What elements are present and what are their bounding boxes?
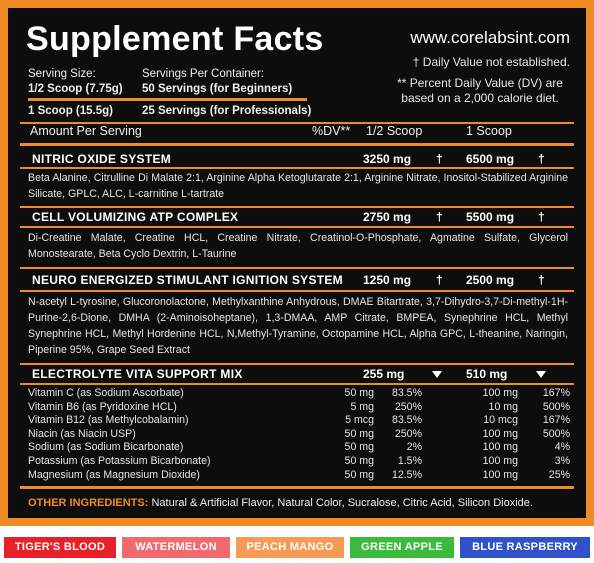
divider-header [20,143,574,146]
servings-per-container-label: Servings Per Container: [142,68,265,80]
vitamin-full-amount: 100 mg [482,455,518,467]
amount-per-serving-header: Amount Per Serving [30,124,142,138]
other-ingredients-text: Natural & Artificial Flavor, Natural Color, Sucralose, Citric Acid, Silicon Dioxide. [151,497,533,509]
vitamin-full-dv: 4% [554,441,570,454]
section-divider [20,290,574,292]
dagger-mark: † [436,152,443,166]
vitamin-full-dv: 500% [542,400,570,413]
vitamin-name: Vitamin B6 (as Pyridoxine HCL) [28,400,177,413]
website-text: www.corelabsint.com [410,28,570,47]
vitamin-row [28,441,574,454]
vitamin-half-amount: 50 mg [344,427,374,440]
section-name: NITRIC OXIDE SYSTEM [32,152,172,166]
vitamin-name: Sodium (as Sodium Bicarbonate) [28,441,184,454]
half-scoop-header: 1/2 Scoop [366,124,423,138]
section-half-amount: 2750 mg [363,210,412,224]
serving-size-half: 1/2 Scoop (7.75g) [28,83,123,95]
section-ingredients: Beta Alanine, Citrulline Di Malate 2:1, Arginine Alpha Ketoglutarate 2:1, Arginine Nitrate, Inositol-Stabilized Arginine Silicate, GPLC, ALC, L-carnitine L-tartrate [28,172,568,200]
vitamin-half-dv: 1.5% [397,455,422,467]
supplement-facts-label [8,8,586,518]
vitamin-full-amount: 100 mg [482,468,518,481]
triangle-down-icon [536,371,546,378]
vitamin-full-dv: 167% [542,414,570,427]
vitamin-row [28,469,574,482]
vitamin-full-dv: 25% [548,468,570,481]
section-divider [20,363,574,365]
section-full-amount: 510 mg [466,367,508,381]
vitamin-full-dv: 3% [554,455,570,467]
flavor-badge: PEACH MANGO [236,537,344,558]
vitamin-full-dv: 167% [542,387,570,399]
flavor-badge: TIGER'S BLOOD [4,537,116,558]
serving-size-label: Serving Size: [28,68,96,80]
other-ingredients [28,497,533,509]
vitamin-name: Vitamin B12 (as Methylcobalamin) [28,414,189,427]
vitamin-half-dv: 83.5% [391,414,422,427]
vitamin-row [28,401,574,414]
vitamin-name: Niacin (as Niacin USP) [28,427,136,440]
section-ingredients: Di-Creatine Malate, Creatine HCL, Creatine Nitrate, Creatinol-O-Phosphate, Agmatine Sulfate, Glycerol Monostearate, Beta Cyclo Dextrin, L-Taurine [28,232,568,260]
servings-full: 25 Servings (for Professionals) [142,105,312,117]
vitamin-half-amount: 50 mg [344,455,374,467]
percent-dv-note: ** Percent Daily Value (DV) are based on a 2,000 calorie diet. [397,76,563,105]
serving-divider [28,98,307,101]
section-full-amount: 6500 mg [466,152,515,166]
vitamin-half-amount: 50 mg [344,441,374,454]
section-name: CELL VOLUMIZING ATP COMPLEX [32,210,239,224]
flavor-badge: GREEN APPLE [350,537,454,558]
dagger-mark: † [538,152,545,166]
section-divider [20,206,574,208]
section-full-amount: 2500 mg [466,273,515,287]
vitamin-full-dv: 500% [542,427,570,440]
vitamin-name: Vitamin C (as Sodium Ascorbate) [28,387,184,399]
section-half-amount: 3250 mg [363,152,412,166]
dv-header: %DV** [312,124,351,138]
serving-size-full: 1 Scoop (15.5g) [28,105,113,117]
section-ingredients: N-acetyl L-tyrosine, Glucoronolactone, Methylxanthine Anhydrous, DMAE Bitartrate, 3,7-Dihydro-3,7-Di-methyl-1H-Purine-2,6-Dione, DMHA (2-Aminoisoheptane), 1,3-DMAA, AMP Citrate, BMPEA, Synephrine HCL, Methyl Synephrine HCL, Methyl Hordenine HCL, N,Methyl-Tyramine, Octopamine HCL, Alpha GPC, L-theanine, Naringin, Piperine 95%, Grape Seed Extract [28,296,568,356]
vitamin-half-dv: 250% [394,427,422,440]
vitamin-full-amount: 10 mg [488,400,518,413]
flavor-badge: BLUE RASPBERRY [460,537,590,558]
vitamin-half-dv: 2% [406,441,422,454]
dv-not-established-note: † Daily Value not established. [412,55,570,69]
vitamin-row [28,387,574,400]
vitamin-half-amount: 5 mcg [345,414,374,427]
servings-half: 50 Servings (for Beginners) [142,83,293,95]
triangle-down-icon [432,371,442,378]
section-full-amount: 5500 mg [466,210,515,224]
vitamin-full-amount: 100 mg [482,427,518,440]
vitamin-row [28,428,574,441]
vitamin-half-dv: 83.5% [391,387,422,399]
vitamin-half-dv: 250% [394,400,422,413]
section-name: ELECTROLYTE VITA SUPPORT MIX [32,367,243,381]
vitamin-half-amount: 5 mg [350,400,374,413]
one-scoop-header: 1 Scoop [466,124,512,138]
dagger-mark: † [436,273,443,287]
section-half-amount: 255 mg [363,367,405,381]
vitamin-full-amount: 100 mg [482,441,518,454]
section-divider [20,267,574,269]
vitamin-half-dv: 12.5% [391,468,422,481]
vitamin-row [28,414,574,427]
vitamin-name: Magnesium (as Magnesium Dioxide) [28,468,200,481]
vitamin-row [28,455,574,468]
other-ingredients-label: OTHER INGREDIENTS: [28,497,149,509]
label-title: Supplement Facts [26,20,324,58]
vitamin-name: Potassium (as Potassium Bicarbonate) [28,455,211,467]
vitamin-half-amount: 50 mg [344,387,374,399]
section-half-amount: 1250 mg [363,273,412,287]
section-divider [20,226,574,228]
section-divider [20,167,574,169]
section-name: NEURO ENERGIZED STIMULANT IGNITION SYSTEM [32,273,343,287]
section-divider [20,383,574,385]
vitamin-full-amount: 100 mg [482,387,518,399]
divider-bottom [20,486,574,489]
vitamin-half-amount: 50 mg [344,468,374,481]
dagger-mark: † [538,273,545,287]
dagger-mark: † [436,210,443,224]
vitamin-full-amount: 10 mcg [483,414,518,427]
flavor-badge: WATERMELON [122,537,230,558]
dagger-mark: † [538,210,545,224]
